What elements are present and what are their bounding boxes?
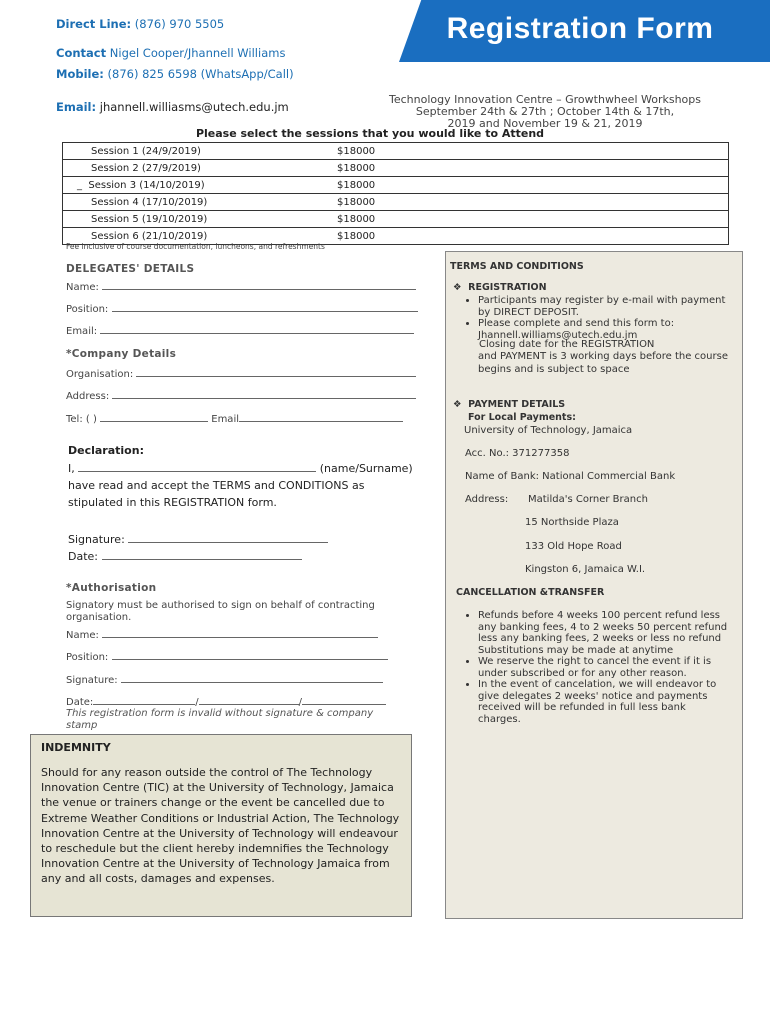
local-payments: For Local Payments: — [468, 412, 576, 423]
declaration-signature-line[interactable] — [128, 533, 328, 543]
tel-email-label: Email — [211, 414, 239, 425]
list-item: • Participants may register by e-mail with payment by DIRECT DEPOSIT. — [478, 295, 728, 318]
centre-line2: September 24th & 27th ; October 14th & 17th, — [415, 105, 675, 118]
organisation-line[interactable] — [136, 367, 416, 377]
company-heading: *Company Details — [66, 348, 177, 360]
direct-line-label: Direct Line: — [56, 17, 132, 31]
address-line[interactable] — [112, 389, 416, 399]
university-name: University of Technology, Jamaica — [464, 425, 633, 436]
indemnity-text: Should for any reason outside the control of The Technology Innovation Centre (TIC) at the University of Technology, Jamaica the venue or trainers change or the event be cancelled due to Extreme Weather Conditions or Industrial Action, The Technology Innovation Centre at the University of Technology will endeavour to reschedule but the client hereby indemnifies the Technology Innovation Centre at the University of Technology Jamaica from any and all costs, damages and expenses. — [41, 766, 400, 886]
session-row[interactable] — [63, 177, 729, 194]
tel-line[interactable] — [100, 412, 208, 422]
delegates-heading: DELEGATES' DETAILS — [66, 263, 195, 275]
registration-heading-row — [453, 282, 547, 293]
centre-line1: Technology Innovation Centre – Growthwheel Workshops — [389, 93, 701, 106]
auth-signature-label: Signature: — [66, 675, 118, 686]
bank-address-line2: 15 Northside Plaza — [525, 517, 619, 528]
declaration-i: I, — [68, 462, 75, 475]
terms-heading: TERMS AND CONDITIONS — [450, 261, 584, 272]
session-row[interactable] — [63, 143, 729, 160]
declaration-line2: have read and accept the TERMS and CONDITIONS as — [68, 479, 365, 492]
email-line — [56, 100, 289, 114]
list-item: • We reserve the right to cancel the event if it is under subscribed or for any other reason. — [478, 656, 728, 679]
session-fee: $18000 — [297, 228, 729, 245]
auth-date-year-line[interactable] — [302, 695, 386, 705]
bank-address-label: Address: — [465, 494, 509, 505]
registration-heading: REGISTRATION — [468, 282, 547, 293]
invalid-note: This registration form is invalid without signature & company stamp — [66, 708, 374, 731]
authorisation-text: Signatory must be authorised to sign on behalf of contracting organisation. — [66, 600, 375, 623]
address-label: Address: — [66, 391, 110, 402]
declaration-line3: stipulated in this REGISTRATION form. — [68, 496, 277, 509]
list-item: • Refunds before 4 weeks 100 percent refund less any banking fees, 4 to 2 weeks 50 percent refund less any banking fees, 2 weeks or less no refund Substitutions may be made at anytime — [478, 610, 728, 656]
list-item: • In the event of cancelation, we will endeavor to give delegates 2 weeks' notice and payments received will be refunded in full less bank charges. — [478, 679, 728, 725]
session-mark: _ — [77, 179, 82, 191]
contact-value: Nigel Cooper/Jhannell Williams — [109, 46, 286, 60]
auth-date-sep: / — [195, 697, 199, 708]
auth-date-field[interactable] — [66, 695, 386, 708]
auth-date-sep: / — [298, 697, 303, 708]
session-fee: $18000 — [297, 194, 729, 211]
indemnity-heading: INDEMNITY — [41, 741, 111, 754]
terms-box — [445, 251, 743, 919]
centre-line3: 2019 and November 19 & 21, 2019 — [447, 117, 643, 130]
email-value: jhannell.williasms@utech.edu.jm — [99, 100, 289, 114]
declaration-name-suffix: (name/Surname) — [319, 462, 413, 475]
bank-address-line4: Kingston 6, Jamaica W.I. — [525, 564, 646, 575]
organisation-field[interactable] — [66, 367, 416, 380]
bank-address-line3: 133 Old Hope Road — [525, 541, 622, 552]
page-title: Registration Form — [446, 12, 714, 45]
auth-position-field[interactable] — [66, 650, 388, 663]
session-name: Session 1 (24/9/2019) — [91, 145, 201, 157]
delegate-name-label: Name: — [66, 282, 99, 293]
auth-date-label: Date: — [66, 697, 94, 708]
direct-line — [56, 17, 224, 31]
indemnity-box — [30, 734, 412, 917]
fee-note: Fee inclusive of course documentation, luncheons, and refreshments — [66, 242, 325, 251]
organisation-label: Organisation: — [66, 369, 134, 380]
bank-address-line1: Matilda's Corner Branch — [528, 494, 648, 505]
auth-position-line[interactable] — [112, 650, 388, 660]
delegate-position-field[interactable] — [66, 302, 418, 315]
bank-name: Name of Bank: National Commercial Bank — [465, 471, 676, 482]
declaration-date-line[interactable] — [102, 550, 302, 560]
delegate-position-label: Position: — [66, 304, 109, 315]
registration-list — [446, 295, 728, 341]
session-fee: $18000 — [297, 177, 729, 194]
auth-name-line[interactable] — [102, 628, 378, 638]
auth-signature-field[interactable] — [66, 673, 383, 686]
auth-signature-line[interactable] — [121, 673, 383, 683]
session-fee: $18000 — [297, 211, 729, 228]
contact-line — [56, 46, 285, 60]
mobile-label: Mobile: — [56, 67, 104, 81]
auth-date-day-line[interactable] — [93, 695, 195, 705]
session-row[interactable] — [63, 211, 729, 228]
sessions-table — [62, 142, 729, 245]
payment-heading-row — [453, 399, 565, 410]
auth-name-label: Name: — [66, 630, 99, 641]
cancellation-list — [446, 610, 728, 725]
tel-field[interactable] — [66, 412, 403, 425]
delegate-name-line[interactable] — [102, 280, 416, 290]
declaration-signature-label: Signature: — [68, 533, 125, 546]
contact-label: Contact — [56, 46, 107, 60]
declaration-line1[interactable] — [68, 460, 413, 478]
closing-line2: and PAYMENT is 3 working days before the course begins and is subject to space — [478, 351, 728, 375]
declaration-signature-field[interactable] — [68, 531, 328, 549]
diamond-bullet-icon: ❖ — [453, 282, 462, 293]
declaration-name-line[interactable] — [78, 462, 316, 472]
list-item: • Please complete and send this form to: Jhannell.williams@utech.edu.jm — [478, 318, 728, 341]
auth-name-field[interactable] — [66, 628, 378, 641]
closing-line1: Closing date for the REGISTRATION — [479, 339, 655, 350]
delegate-position-line[interactable] — [112, 302, 418, 312]
session-name: Session 4 (17/10/2019) — [91, 196, 208, 208]
session-fee: $18000 — [297, 160, 729, 177]
session-name: Session 2 (27/9/2019) — [91, 162, 201, 174]
payment-heading: PAYMENT DETAILS — [468, 399, 566, 410]
delegate-email-label: Email: — [66, 326, 98, 337]
delegate-email-line[interactable] — [100, 324, 414, 334]
email-label: Email: — [56, 100, 97, 114]
tel-email-line[interactable] — [239, 412, 403, 422]
session-name: Session 3 (14/10/2019) — [88, 179, 205, 191]
direct-line-value: (876) 970 5505 — [134, 17, 225, 31]
session-name: Session 6 (21/10/2019) — [91, 230, 208, 242]
auth-date-month-line[interactable] — [199, 695, 299, 705]
mobile-line — [56, 67, 294, 81]
account-number: Acc. No.: 371277358 — [465, 448, 570, 459]
declaration-heading: Declaration: — [68, 444, 144, 457]
auth-position-label: Position: — [66, 652, 109, 663]
session-fee: $18000 — [297, 143, 729, 160]
diamond-bullet-icon: ❖ — [453, 399, 462, 410]
address-field[interactable] — [66, 389, 416, 402]
delegate-name-field[interactable] — [66, 280, 416, 293]
declaration-date-field[interactable] — [68, 548, 302, 566]
declaration-date-label: Date: — [68, 550, 98, 563]
delegate-email-field[interactable] — [66, 324, 414, 337]
mobile-value: (876) 825 6598 (WhatsApp/Call) — [107, 67, 294, 81]
authorisation-heading: *Authorisation — [66, 582, 157, 594]
session-row[interactable] — [63, 160, 729, 177]
sessions-title: Please select the sessions that you would like to Attend — [195, 127, 545, 140]
centre-info — [360, 94, 730, 130]
session-row[interactable] — [63, 194, 729, 211]
tel-label: Tel: ( ) — [66, 414, 97, 425]
cancellation-heading: CANCELLATION &TRANSFER — [456, 587, 605, 598]
session-name: Session 5 (19/10/2019) — [91, 213, 208, 225]
